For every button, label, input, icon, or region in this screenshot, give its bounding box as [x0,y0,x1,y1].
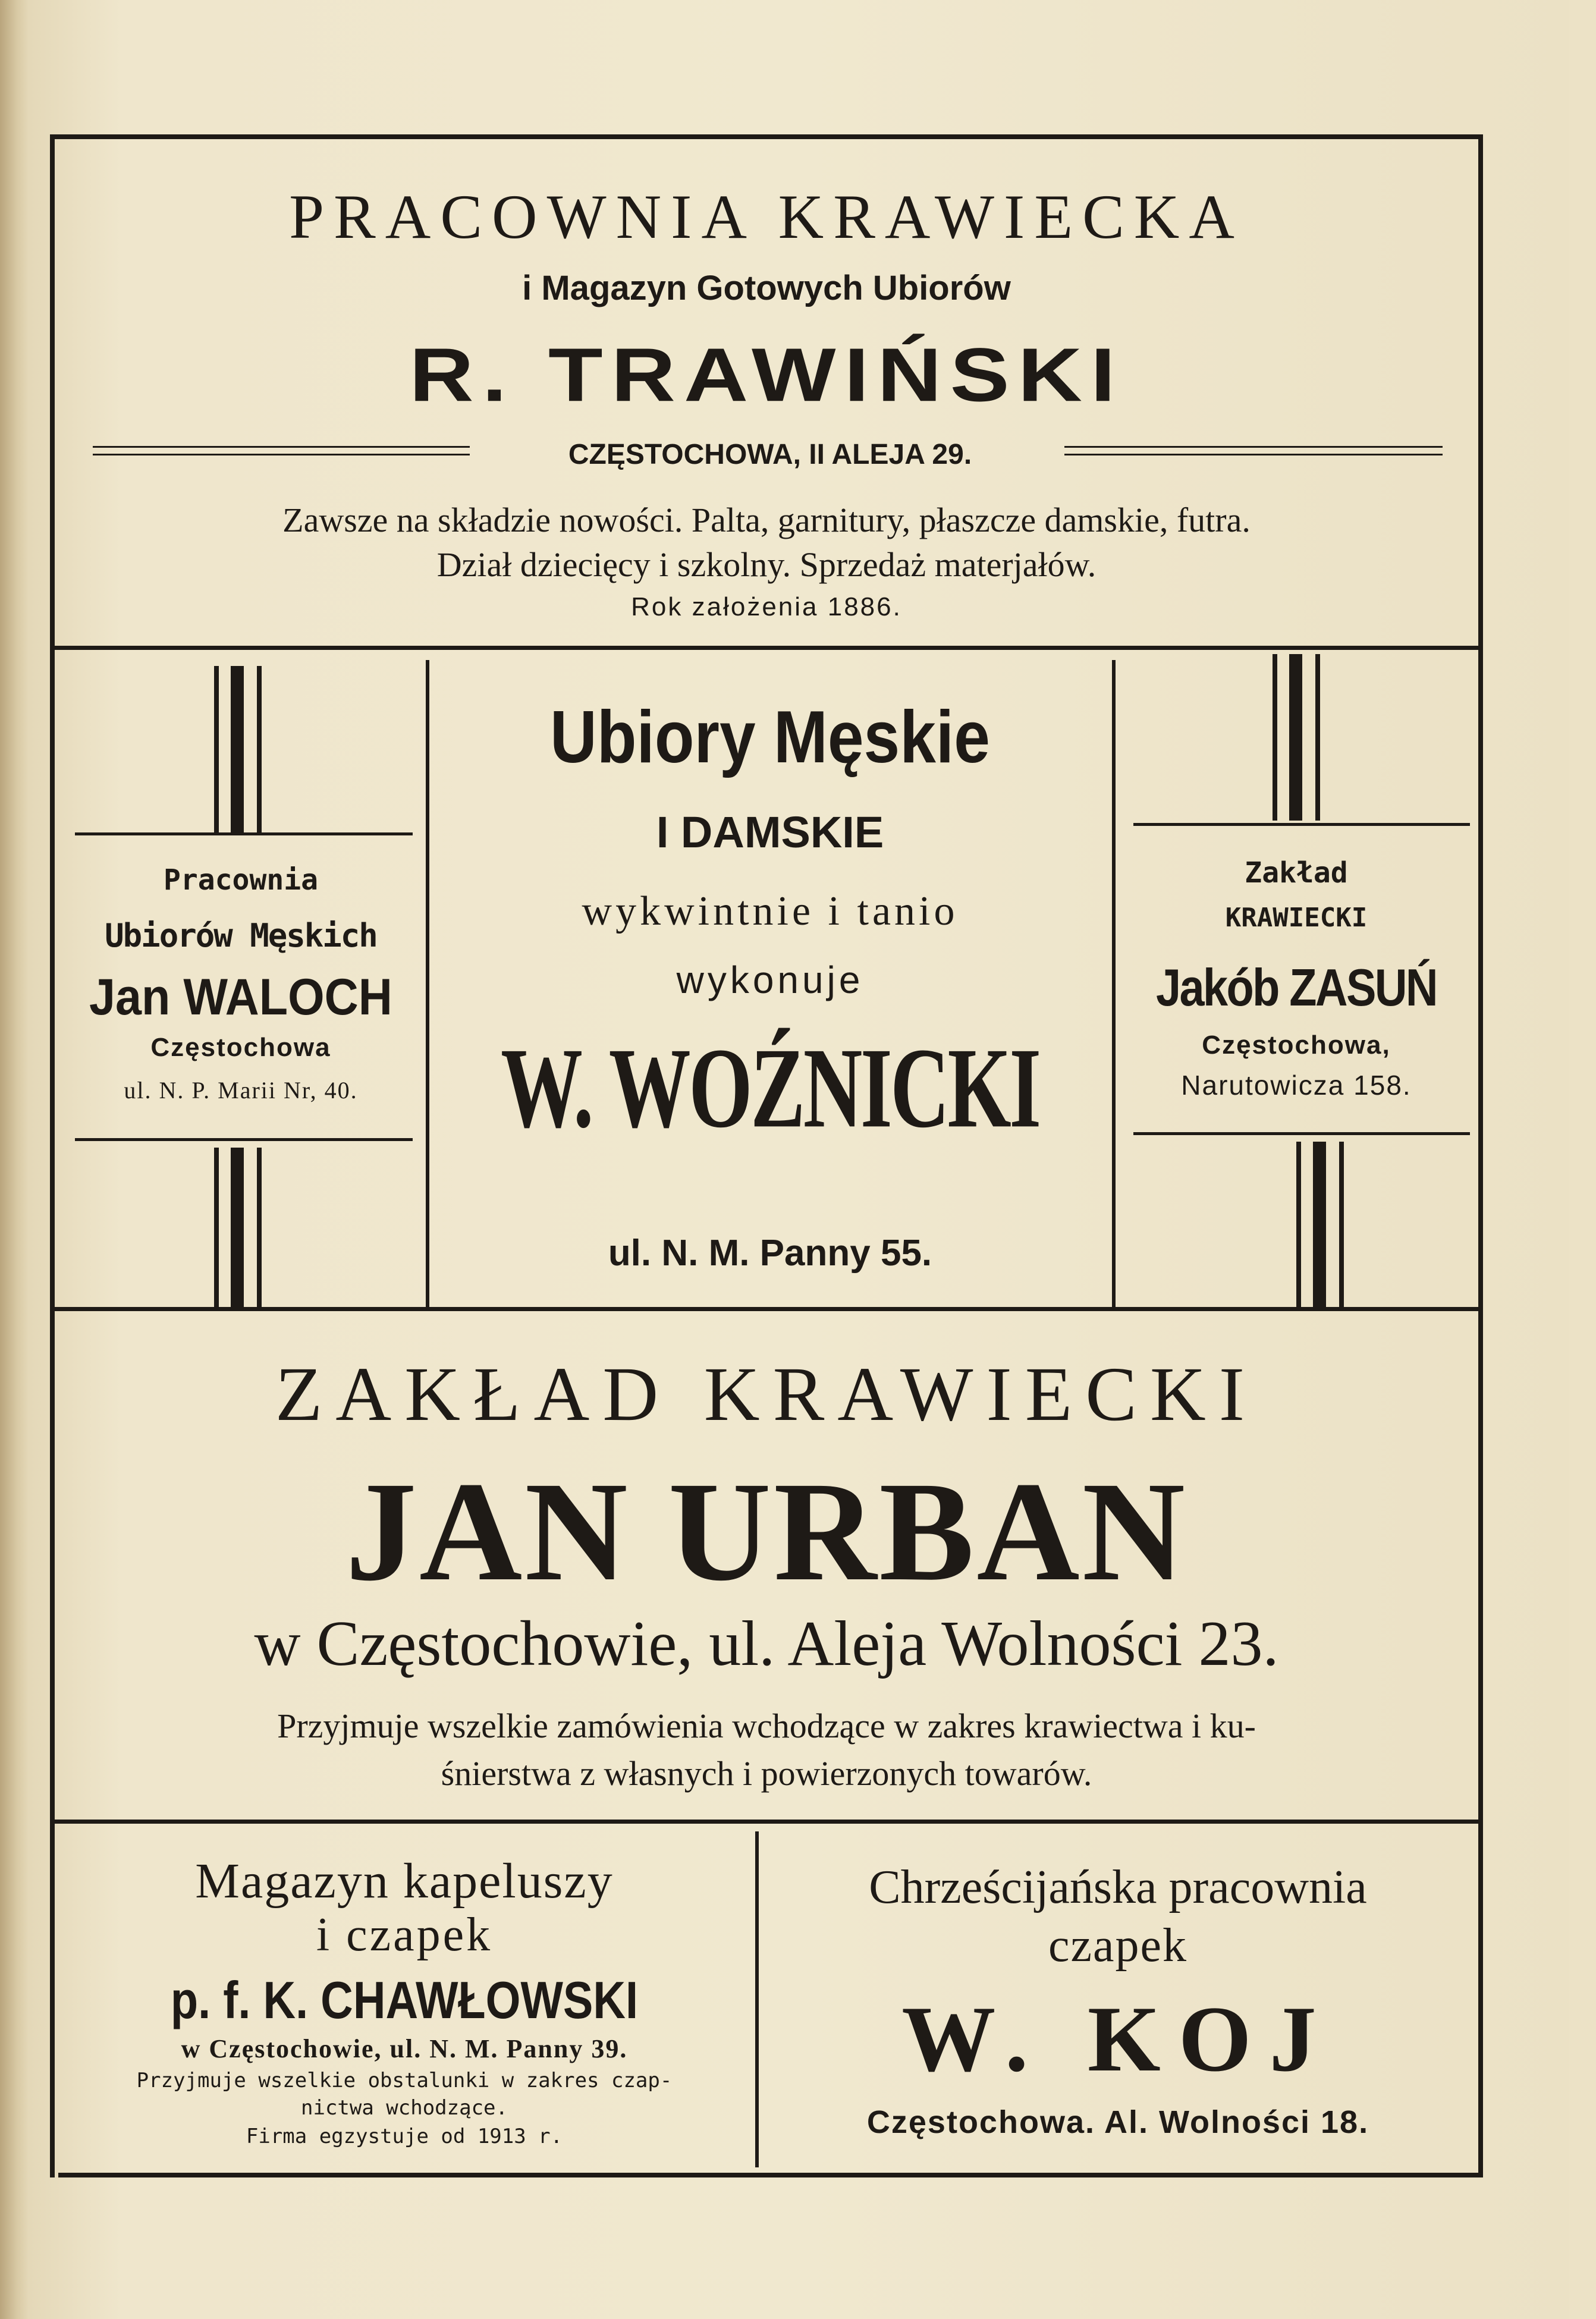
zasun-line1: Zakład [1245,856,1348,890]
chawlowski-text2: nictwa wchodzące. [301,2096,508,2120]
frame-left [50,134,55,2177]
woznicki-line2: wykonuje [676,959,864,1001]
divider-3 [55,1820,1478,1824]
frame-bottom [58,2173,1483,2177]
trawinski-rule-left [93,446,470,455]
urban-name: JAN URBAN [345,1452,1187,1610]
zasun-rule-bottom [1133,1132,1470,1135]
chawlowski-founded: Firma egzystuje od 1913 r. [246,2125,563,2148]
chawlowski-line1: Magazyn kapeluszy [195,1853,614,1909]
koj-name: W. KOJ [901,1987,1334,2091]
urban-address: w Częstochowie, ul. Aleja Wolności 23. [254,1608,1279,1679]
zasun-city: Częstochowa, [1202,1030,1391,1060]
chawlowski-line2: i czapek [316,1909,493,1961]
koj-line2: czapek [1048,1919,1188,1972]
waloch-city: Częstochowa [150,1033,331,1062]
woznicki-name: W. WOŹNICKI [501,1025,1039,1152]
zasun-name: Jakób ZASUŃ [1155,958,1437,1017]
chawlowski-address: w Częstochowie, ul. N. M. Panny 39. [181,2034,628,2063]
urban-title: ZAKŁAD KRAWIECKI [275,1352,1258,1437]
woznicki-address: ul. N. M. Panny 55. [608,1233,932,1274]
trawinski-address: CZĘSTOCHOWA, II ALEJA 29. [568,439,972,470]
frame-right [1478,134,1483,2177]
waloch-name: Jan WALOCH [89,969,392,1026]
chawlowski-text1: Przyjmuje wszelkie obstalunki w zakres czap- [136,2069,673,2092]
trawinski-founded: Rok założenia 1886. [631,592,902,621]
woznicki-title: Ubiory Męskie [550,696,990,778]
zasun-address: Narutowicza 158. [1181,1070,1412,1101]
trawinski-line2: Dział dziecięcy i szkolny. Sprzedaż materjałów. [436,545,1097,584]
col-divider-right [1112,660,1116,1308]
zasun-line2: KRAWIECKI [1225,903,1368,933]
col-divider-bottom [755,1831,759,2167]
divider-1 [55,646,1478,650]
trawinski-name: R. TRAWIŃSKI [409,332,1124,417]
waloch-rule-bottom [75,1138,413,1141]
trawinski-title: PRACOWNIA KRAWIECKA [289,182,1244,252]
frame-top [50,134,1483,139]
urban-text1: Przyjmuje wszelkie zamówienia wchodzące w zakres krawiectwa i ku- [277,1707,1256,1745]
koj-line1: Chrześcijańska pracownia [869,1861,1367,1913]
waloch-line2: Ubiorów Męskich [105,917,377,954]
col-divider-left [426,660,429,1308]
chawlowski-name: p. f. K. CHAWŁOWSKI [170,1971,639,2029]
book-spine-edge [0,0,29,2319]
trawinski-subtitle: i Magazyn Gotowych Ubiorów [522,269,1011,307]
woznicki-subtitle: I DAMSKIE [656,807,884,857]
waloch-bars-top [214,666,274,832]
zasun-bars-bottom [1296,1142,1356,1308]
zasun-rule-top [1133,823,1470,826]
waloch-line1: Pracownia [163,863,319,897]
waloch-bars-bottom [214,1148,274,1308]
trawinski-line1: Zawsze na składzie nowości. Palta, garnitury, płaszcze damskie, futra. [282,501,1251,539]
divider-2 [55,1307,1478,1311]
koj-address: Częstochowa. Al. Wolności 18. [866,2104,1369,2140]
trawinski-rule-right [1064,446,1443,455]
waloch-address: ul. N. P. Marii Nr, 40. [124,1077,358,1104]
woznicki-line1: wykwintnie i tanio [582,888,959,934]
zasun-bars-top [1273,654,1332,821]
waloch-rule-top [75,832,413,835]
urban-text2: śnierstwa z własnych i powierzonych towarów. [441,1754,1092,1793]
